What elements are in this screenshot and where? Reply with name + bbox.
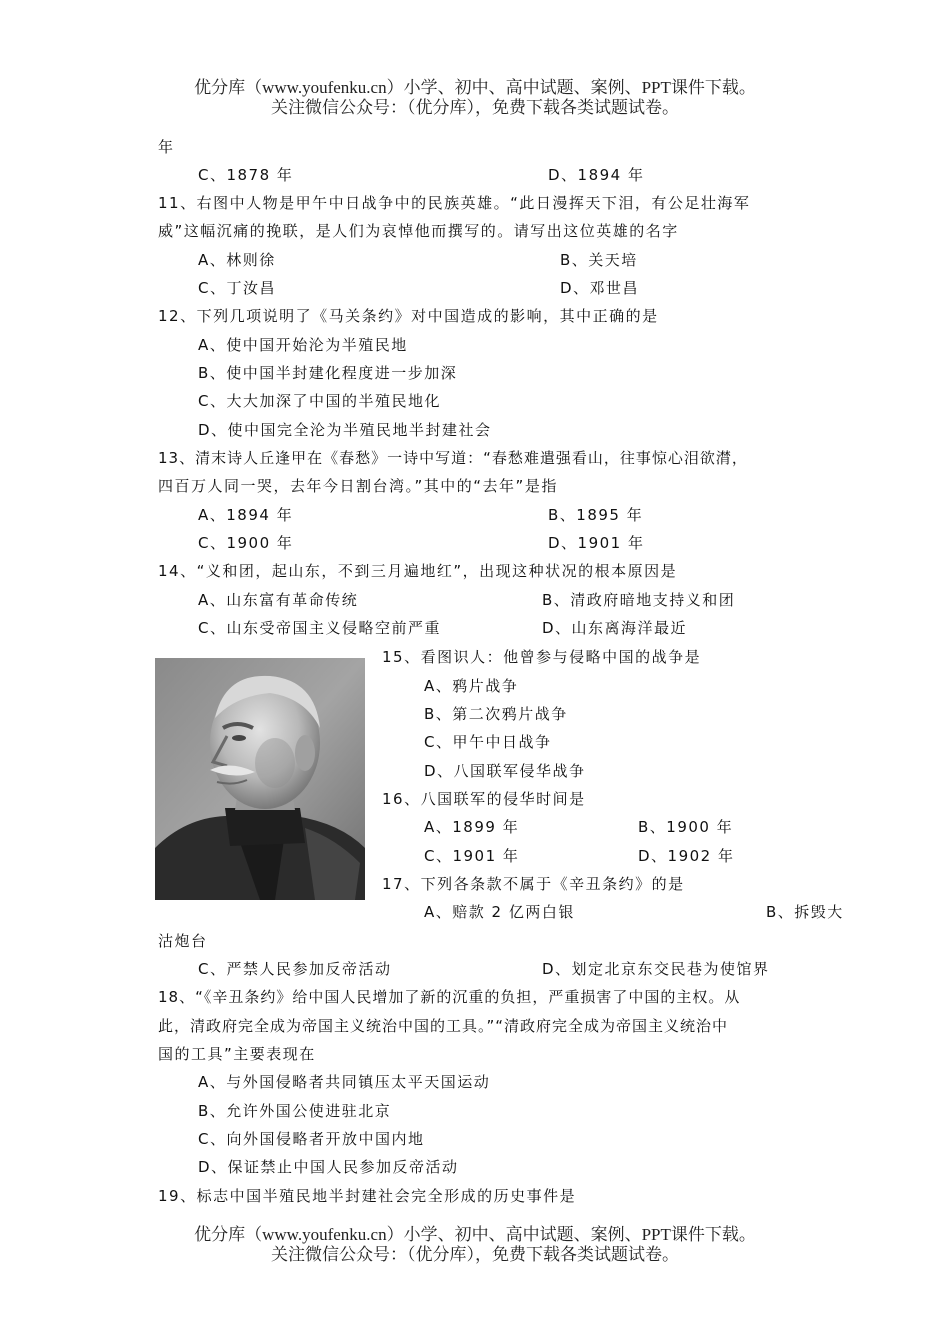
q18-option-d: D、保证禁止中国人民参加反帝活动 [198,1158,459,1176]
q18-stem-line-3: 国的工具”主要表现在 [158,1045,316,1063]
q18-option-b: B、允许外国公使进驻北京 [198,1102,392,1120]
q17-option-c: C、严禁人民参加反帝活动 [198,960,392,978]
q16-option-b: B、1900 年 [638,818,734,836]
q17-option-b: B、拆毁大 [766,903,844,921]
q18-option-a: A、与外国侵略者共同镇压太平天国运动 [198,1073,491,1091]
q11-stem-line-1: 11、右图中人物是甲午中日战争中的民族英雄。“此日漫挥天下泪，有公足壮海军 [158,194,751,212]
q15-option-d: D、八国联军侵华战争 [424,762,586,780]
q12-option-a: A、使中国开始沦为半殖民地 [198,336,408,354]
header-line-2: 关注微信公众号：（优分库），免费下载各类试题试卷。 [271,98,679,117]
q13-stem-line-1: 13、清末诗人丘逢甲在《春愁》一诗中写道：“春愁难遣强看山，往事惊心泪欲潸， [158,449,748,467]
q15-option-b: B、第二次鸦片战争 [424,705,568,723]
footer-line-2: 关注微信公众号：（优分库），免费下载各类试题试卷。 [271,1245,679,1264]
q18-stem-line-2: 此，清政府完全成为帝国主义统治中国的工具。”“清政府完全成为帝国主义统治中 [158,1017,729,1035]
q16-stem: 16、八国联军的侵华时间是 [382,790,586,808]
q13-option-b: B、1895 年 [548,506,644,524]
q18-option-c: C、向外国侵略者开放中国内地 [198,1130,425,1148]
footer-line-1: 优分库（www.youfenku.cn）小学、初中、高中试题、案例、PPT课件下载。 [194,1225,756,1244]
q11-option-c: C、丁汝昌 [198,279,276,297]
portrait-photo [155,658,365,900]
q17-option-b-continuation: 沽炮台 [158,932,208,950]
q17-option-d: D、划定北京东交民巷为使馆界 [542,960,770,978]
q11-option-b: B、关天培 [560,251,638,269]
q12-option-d: D、使中国完全沦为半殖民地半封建社会 [198,421,492,439]
q13-stem-line-2: 四百万人同一哭，去年今日割台湾。”其中的“去年”是指 [158,477,558,495]
q15-option-a: A、鸦片战争 [424,677,519,695]
q11-option-a: A、林则徐 [198,251,276,269]
q15-option-c: C、甲午中日战争 [424,733,552,751]
q15-stem: 15、看图识人：他曾参与侵略中国的战争是 [382,648,702,666]
q14-option-d: D、山东离海洋最近 [542,619,688,637]
q10-option-c: C、1878 年 [198,166,294,184]
q11-option-d: D、邓世昌 [560,279,640,297]
q12-option-c: C、大大加深了中国的半殖民地化 [198,392,441,410]
q18-stem-line-1: 18、“《辛丑条约》给中国人民增加了新的沉重的负担，严重损害了中国的主权。从 [158,988,741,1006]
q14-option-c: C、山东受帝国主义侵略空前严重 [198,619,441,637]
q16-option-a: A、1899 年 [424,818,520,836]
q17-stem: 17、下列各条款不属于《辛丑条约》的是 [382,875,685,893]
q16-option-d: D、1902 年 [638,847,735,865]
q10-continuation: 年 [158,138,175,156]
q13-option-c: C、1900 年 [198,534,294,552]
q12-option-b: B、使中国半封建化程度进一步加深 [198,364,458,382]
q19-stem: 19、标志中国半殖民地半封建社会完全形成的历史事件是 [158,1187,577,1205]
header-line-1: 优分库（www.youfenku.cn）小学、初中、高中试题、案例、PPT课件下载。 [194,78,756,97]
q11-stem-line-2: 威”这幅沉痛的挽联，是人们为哀悼他而撰写的。请写出这位英雄的名字 [158,222,679,240]
q14-option-a: A、山东富有革命传统 [198,591,359,609]
q17-option-a: A、赔款 2 亿两白银 [424,903,575,921]
q10-option-d: D、1894 年 [548,166,645,184]
q14-option-b: B、清政府暗地支持义和团 [542,591,736,609]
q12-stem: 12、下列几项说明了《马关条约》对中国造成的影响，其中正确的是 [158,307,659,325]
q13-option-a: A、1894 年 [198,506,294,524]
q16-option-c: C、1901 年 [424,847,520,865]
q14-stem: 14、“义和团，起山东，不到三月遍地红”，出现这种状况的根本原因是 [158,562,678,580]
q13-option-d: D、1901 年 [548,534,645,552]
